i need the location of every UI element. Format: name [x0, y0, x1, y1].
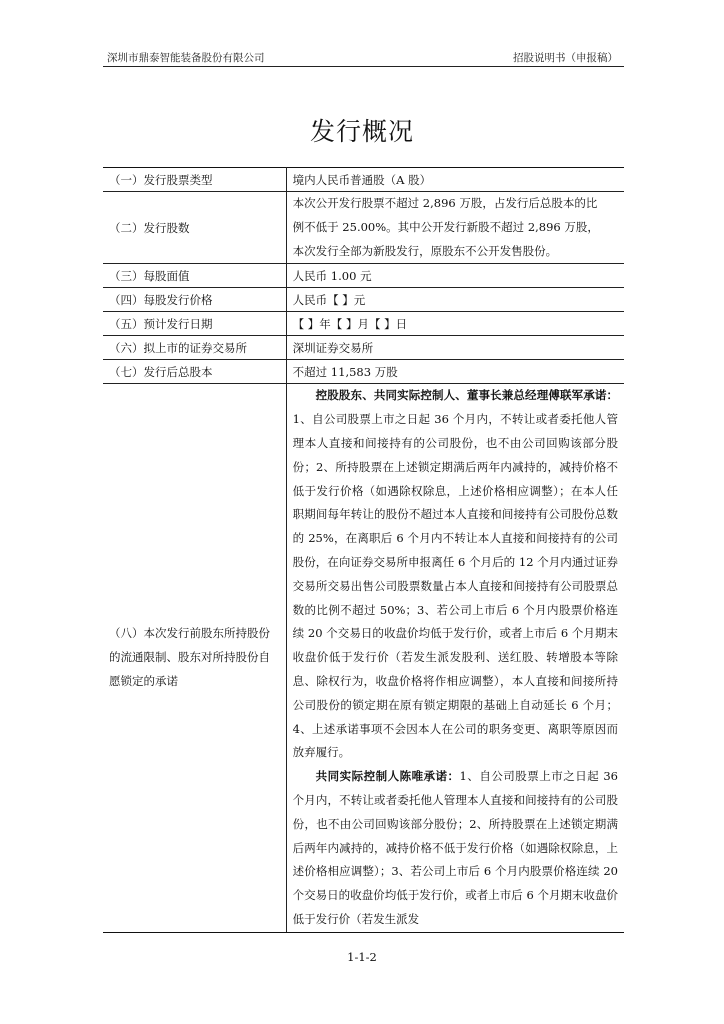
- row-label: （二）发行股数: [103, 192, 286, 264]
- row-value: [286, 192, 624, 264]
- issuance-overview-table: [103, 167, 624, 933]
- commitment-heading: 共同实际控制人陈唯承诺：: [315, 769, 460, 784]
- header-company: 深圳市鼎泰智能装备股份有限公司: [107, 52, 265, 64]
- table-row: [103, 192, 624, 264]
- page-header: [103, 50, 624, 66]
- table-row: [103, 264, 624, 288]
- row-label: （五）预计发行日期: [103, 312, 286, 336]
- row-value: 人民币【 】元: [286, 288, 624, 312]
- row-value: 境内人民币普通股（A 股）: [286, 168, 624, 192]
- row-value: 人民币 1.00 元: [286, 264, 624, 288]
- row-value: 【 】年【 】月【 】日: [286, 312, 624, 336]
- header-doc-type: 招股说明书（申报稿）: [513, 52, 618, 64]
- table-row: [103, 384, 624, 932]
- header-rule: [103, 66, 624, 67]
- page-title: 发行概况: [309, 117, 414, 146]
- value-line: 本次公开发行股票不超过 2,896 万股，占发行后总股本的比: [292, 196, 598, 210]
- commitment-text: 1、自公司股票上市之日起 36 个月内，不转让或者委托他人管理本人直接和间接持有的公司股份，也不由公司回购该部分股份；2、所持股票在上述锁定期满后两年内减持的，减持价格不低于发行价格（如遇除权除息，上述价格相应调整）；3、若公司上市后 6 个月内股票价格连续 20 个交易日的收盘价均低于发行价，或者上市后 6 个月期末收盘价低于发行价（若发生派发: [292, 769, 618, 926]
- row-label: （六）拟上市的证券交易所: [103, 336, 286, 360]
- table-row: [103, 312, 624, 336]
- row-label: （三）每股面值: [103, 264, 286, 288]
- table-row: [103, 336, 624, 360]
- value-line: 例不低于 25.00%。其中公开发行新股不超过 2,896 万股，: [292, 219, 599, 234]
- value-line: 本次发行全部为新股发行，原股东不公开发售股份。: [292, 243, 558, 258]
- table-row: [103, 360, 624, 384]
- row-value: 深圳证券交易所: [286, 336, 624, 360]
- commitment-text: 1、自公司股票上市之日起 36 个月内，不转让或者委托他人管理本人直接和间接持有的公司股份，也不由公司回购该部分股份；2、所持股票在上述锁定期满后两年内减持的，减持价格不低于发行价格（如遇除权除息，上述价格相应调整）；在本人任职期间每年转让的股份不超过本人直接和间接持有公司股份总数的 25%，在离职后 6 个月内不转让本人直接和间接持有的公司股份，在向证券交易所申报离任 6 个月后的 12 个月内通过证券交易所交易出售公司股票数量占本人直接和间接持有公司股票总数的比例不超过 50%；3、若公司上市后 6 个月内股票价格连续 20 个交易日的收盘价均低于发行价，或者上市后 6 个月期末收盘价低于发行价（若发生派发股利、送红股、转增股本等除息、除权行为，收盘价格将作相应调整），本人直接和间接所持公司股份的锁定期在原有锁定期限的基础上自动延长 6 个月；4、上述承诺事项不会因本人在公司的职务变更、离职等原因而放弃履行。: [292, 412, 618, 760]
- row-value: 不超过 11,583 万股: [286, 360, 624, 384]
- page-number: 1-1-2: [347, 950, 377, 964]
- table-row: [103, 168, 624, 192]
- row-label: （四）每股发行价格: [103, 288, 286, 312]
- commitment-paragraph: [293, 384, 618, 765]
- commitment-paragraph: [293, 765, 618, 932]
- table-row: [103, 288, 624, 312]
- row-value: [286, 384, 624, 932]
- commitment-heading: 控股股东、共同实际控制人、董事长兼总经理傅联军承诺：: [315, 388, 618, 403]
- row-label: （一）发行股票类型: [103, 168, 286, 192]
- row-label: （七）发行后总股本: [103, 360, 286, 384]
- row-label: （八）本次发行前股东所持股份的流通限制、股东对所持股份自愿锁定的承诺: [103, 384, 286, 932]
